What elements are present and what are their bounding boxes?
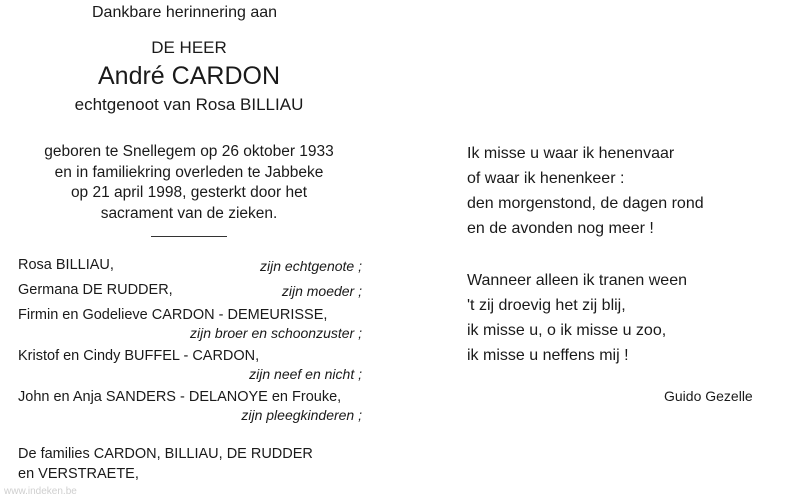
relative-name: John en Anja SANDERS - DELANOYE en Frouke, [18,389,342,405]
poem-author: Guido Gezelle [664,388,753,404]
poem-line: Ik misse u waar ik henenvaar [467,145,675,162]
poem-line: ik misse u, o ik misse u zoo, [467,322,667,339]
bio-line: geboren te Snellegem op 26 oktober 1933 [44,143,334,160]
families-line: en VERSTRAETE, [18,466,139,482]
watermark: www.indeken.be [4,486,77,497]
relative-role: zijn broer en schoonzuster ; [190,325,362,341]
relative-role: zijn pleegkinderen ; [241,407,362,423]
poem-line: Wanneer alleen ik tranen ween [467,272,687,289]
relative-name: Kristof en Cindy BUFFEL - CARDON, [18,348,260,364]
poem-line: den morgenstond, de dagen rond [467,195,704,212]
honorific-title: DE HEER [151,38,227,57]
bio-line: sacrament van de zieken. [100,204,278,222]
biography [0,142,378,224]
poem-line: 't zij droevig het zij blij, [467,297,626,314]
poem-line: of waar ik henenkeer : [467,170,625,187]
poem-line: ik misse u neffens mij ! [467,347,629,364]
relative-name: Firmin en Godelieve CARDON - DEMEURISSE, [18,307,328,323]
families-line: De families CARDON, BILLIAU, DE RUDDER [18,446,313,462]
relative-role: zijn moeder ; [281,283,362,299]
poem-line: en de avonden nog meer ! [467,220,654,237]
bio-line: en in familiekring overleden te Jabbeke [54,163,324,181]
deceased-name: André CARDON [98,62,280,90]
bio-line: op 21 april 1998, gesterkt door het [70,184,308,201]
relative-name: Rosa BILLIAU, [18,257,114,273]
divider [151,236,227,237]
relative-role: zijn echtgenote ; [260,258,362,274]
relative-name: Germana DE RUDDER, [18,282,173,298]
intro-line: Dankbare herinnering aan [92,4,278,21]
spouse-line: echtgenoot van Rosa BILLIAU [74,95,304,114]
relative-role: zijn neef en nicht ; [249,366,362,382]
